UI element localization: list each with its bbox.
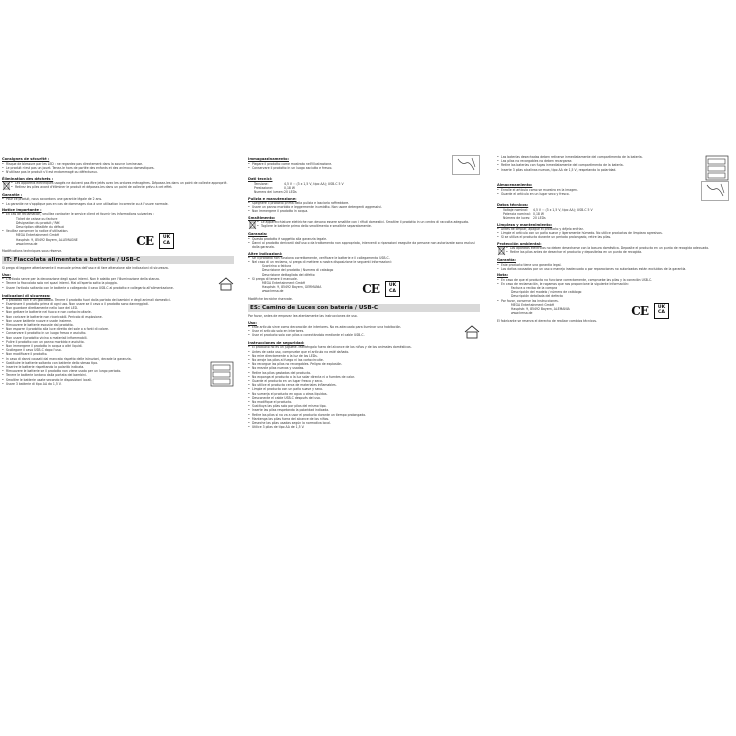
list-item: • Las baterías desechadas deben retirarse inmediatamente del compartimento de la batería.: [497, 155, 705, 159]
sub-item: Descrizione del prodotto / Numero di catalogo: [262, 268, 334, 273]
sub-item: Scontrino o fattura: [262, 264, 292, 269]
weee-bin-icon: [248, 220, 257, 230]
storage-block: [248, 155, 480, 175]
list-item: • Non esporre il prodotto alla luce diretta del sole o a fonti di calore.: [2, 327, 234, 331]
use-block: [248, 325, 480, 339]
list-item: • No mezcle pilas nuevas y usadas.: [248, 366, 480, 370]
list-item: • Non immergere il prodotto in acqua.: [248, 209, 480, 213]
ce-mark: CE: [362, 281, 379, 296]
list-item: • No recargue las pilas no recargables. Peligro de explosión.: [248, 362, 480, 366]
list-item: • En caso de que el producto no funcione correctamente, compruebe las pilas y la conexión USB-C.: [497, 278, 729, 282]
list-item: • Conservare il prodotto in un luogo fresco e asciutto.: [2, 331, 234, 335]
list-item: • Limpie el producto con un paño suave y seco.: [248, 387, 480, 391]
ce-mark: CE: [631, 303, 648, 318]
address-marks-row: [2, 233, 234, 249]
list-item: • No utilice el producto cerca de materiales inflamables.: [248, 383, 480, 387]
list-item: • Desconecte el cable USB-C después del uso.: [248, 396, 480, 400]
list-item: • Les appareils électriques usagés ne doivent pas être jetés avec les ordures ménagères. Déposez-les dans un point de collecte approprié.: [11, 181, 234, 185]
intro-spanish: Por favor, antes de empezar lea atentamente las instrucciones de uso.: [248, 314, 358, 319]
list-item: • Inserte las pilas respetando la polaridad indicada.: [248, 408, 480, 412]
list-item: • No mire directamente a la luz de los LEDs.: [248, 354, 480, 358]
list-item: • Usare l'articolo soltanto con le batterie o collegando il cavo USB-C al prodotto e collegarlo all'alimentazione.: [2, 286, 218, 290]
list-item: • L'articolo serve per la decorazione degli spazi interni. Non è adatto per l'illuminazione della stanza.: [2, 277, 218, 281]
list-item: • Los aparatos eléctricos no deben desecharse con la basura doméstica. Deposite el producto en un punto de recogida adecuado.: [506, 246, 729, 250]
list-item: • Danni al prodotto derivanti dall'uso o da trattamento non appropriato, interventi o riparazioni eseguite da persone non autorizzate sono esclusi dalla garanzia.: [248, 241, 480, 249]
spec-key: Potencia nominal:: [503, 211, 531, 216]
heading-note: Nota:: [497, 273, 509, 278]
sub-item: Factura o recibo de la compra: [511, 286, 558, 290]
list-item: • Smaltire le batterie usate secondo le disposizioni locali.: [2, 378, 210, 382]
list-item: • Usar el producto solo con pilas o conectándolo mediante el cable USB-C.: [248, 333, 464, 337]
heading-use: Uso:: [248, 320, 257, 325]
list-item: • Guarde el producto en un lugar fresco y seco.: [248, 379, 480, 383]
list-item: • Sostituire le batterie soltanto con batterie dello stesso tipo.: [2, 361, 210, 365]
list-item: • Scollegare il cavo USB-C dopo l'uso.: [2, 348, 234, 352]
list-item: • Non guardare direttamente nella luce del LED.: [2, 306, 234, 310]
sub-item: Description détaillée du défaut: [16, 225, 64, 229]
indoor-house-icon: [464, 325, 480, 339]
list-item: • Tenere la fiaccolata solo nei spazi interni. Mai all'aperto sotto la pioggia.: [2, 281, 218, 285]
battery-block: [2, 361, 234, 387]
weee-bin-icon: [497, 246, 506, 256]
list-item: • Spegnere il prodotto prima della pulizia e lasciarlo raffreddare.: [248, 201, 480, 205]
ukca-top: UK: [162, 235, 171, 241]
list-item: • Los daños causados por un uso o manejo inadecuado o por reparaciones no autorizadas están excluidos de la garantía.: [497, 267, 729, 271]
heading-storage: Immagazzinamento:: [248, 157, 290, 162]
list-item: • Mantenga las pilas fuera del alcance de los niños.: [248, 417, 480, 421]
heading-safety-spanish: Instrucciones de seguridad:: [248, 341, 305, 346]
spec-key: Numero dei lumen:: [254, 190, 284, 194]
list-item: • Inserte 3 pilas alcalinas nuevas, tipo AA de 1,5 V, respetando la polaridad.: [497, 168, 705, 172]
list-item: • Non gettare le batterie nel fuoco e non cortocircuitarle.: [2, 310, 234, 314]
spec-value: 4,5 V ⎓ (3 x 1,5 V, tipo AA); USB-C 5 V: [533, 207, 593, 212]
address-line: Hauptstr. 9, 85492 Bayern, GERMANIA: [262, 285, 322, 290]
heading-disposal: Élimination des déchets :: [2, 176, 54, 181]
list-item: • Por favor, conserve las instrucciones.: [497, 299, 729, 303]
list-item: • Non immergere il prodotto in acqua o altri liquidi.: [2, 344, 234, 348]
list-item: • Guarde el artículo en un lugar seco y fresco.: [497, 192, 701, 196]
list-item: • Le apparecchiature elettriche non devono essere smaltite con i rifiuti domestici. Smaltire il prodotto in un centro di raccolta adeguato.: [257, 220, 480, 224]
disposal-block: [497, 246, 729, 256]
sub-item: Descrizione dettagliata del difetto: [262, 272, 315, 277]
weee-bin-icon: [2, 181, 11, 191]
list-item: • No exponga el producto a la luz solar directa ni a fuentes de calor.: [248, 375, 480, 379]
list-item: • No sumerja el producto en agua u otros líquidos.: [248, 392, 480, 396]
spec-key: Voltaje nominal:: [503, 207, 528, 212]
disposal-block: [248, 220, 480, 230]
sub-item: Descripción detallada del defecto: [511, 294, 563, 299]
list-item: • Retire las pilas gastadas del producto.: [248, 371, 480, 375]
spec-key: Tensione:: [254, 181, 269, 186]
ukca-bottom: CA: [658, 310, 665, 316]
list-item: • Utilice 3 pilas de tipo AA de 1,5 V.: [248, 425, 480, 429]
heading-warranty: Garanzia:: [248, 232, 268, 237]
list-item: • Retire las baterías con fugas inmediatamente del compartimento de la batería.: [497, 163, 705, 167]
column-spanish: [497, 155, 729, 323]
column-french-italian: [2, 155, 234, 387]
list-item: • Si se utiliza el producto durante un periodo prolongado, retire las pilas.: [497, 235, 729, 239]
battery-compartment-icon: [210, 361, 234, 387]
list-item: • El producto no es un juguete. Manténgalo fuera del alcance de los niños y de los animales domésticos.: [248, 345, 480, 349]
indoor-house-icon: [218, 277, 234, 291]
list-item: • Deseche las pilas usadas según la normativa local.: [248, 421, 480, 425]
address-line: www.kmsa.de: [262, 289, 284, 294]
footer-note: El fabricante se reserva el derecho de realizar cambios técnicos.: [497, 318, 597, 323]
ukca-bottom: CA: [389, 288, 396, 294]
spec-value: 20 LEDs: [533, 216, 546, 220]
heading-warranty: Garantie :: [2, 193, 23, 198]
tech-note: Modifiche tecniche riservate.: [248, 296, 293, 301]
list-item: • Togliere le batterie prima dello smaltimento e smaltirle separatamente.: [257, 224, 480, 228]
list-item: • Non usare batterie nuove e usate insieme.: [2, 319, 234, 323]
list-item: • Non usare il prodotto vicino a materiali infiammabili.: [2, 336, 234, 340]
heading-data: Datos técnicos:: [497, 203, 529, 208]
intro-italian: Si prega di leggere attentamente il manuale prima dell'uso e di fare attenzione alle indicazioni di sicurezza.: [2, 266, 169, 271]
disposal-block: [2, 181, 234, 191]
section-title-italian: IT: Fiaccolata alimentata a batterie / USB-C: [2, 256, 234, 264]
address-line: www.kmsa.de: [16, 241, 38, 246]
address-marks-row: [248, 281, 480, 297]
list-item: • Non modificare il prodotto.: [2, 352, 234, 356]
folding-illustration-icon: [701, 181, 729, 201]
storage-block: [497, 181, 729, 201]
list-item: • Usare 3 batterie di tipo AA da 1,5 V.: [2, 382, 210, 386]
heading-safety-italian: Indicazioni di sicurezza:: [2, 293, 51, 298]
ukca-bottom: CA: [163, 241, 170, 246]
list-item: • Piegare il prodotto come mostrato nell'illustrazione.: [248, 162, 452, 166]
heading-care: Limpieza y mantenimiento:: [497, 222, 553, 227]
battery-compartment-icon: [705, 155, 729, 181]
battery-block: [497, 155, 729, 181]
address-line: Hauptstr. 9, 85492 Bayern, ALLEMAGNE: [16, 237, 78, 242]
list-item: • In caso di danni causati dal mancato rispetto delle istruzioni, decade la garanzia.: [2, 357, 234, 361]
heading-data: Dati tecnici:: [248, 177, 273, 182]
heading-environment: Protección ambiental:: [497, 241, 542, 246]
list-item: • Rimuovere le batterie se il prodotto non viene usato per un lungo periodo.: [2, 369, 210, 373]
heading-info: Altre indicazioni:: [248, 251, 283, 256]
ukca-mark: [385, 281, 400, 297]
list-item: • Usare un panno morbido e leggermente inumidito. Non usare detergenti aggressivi.: [248, 205, 480, 209]
address-line: Hauptstr. 9, 85492 Bayern, ALEMANIA: [511, 307, 570, 312]
list-item: • Retire las pilas antes de desechar el producto y deposítelas en un punto de recogida.: [506, 250, 729, 254]
heading-disposal: Smaltimento:: [248, 215, 276, 220]
spec-value: 20 LEDs: [284, 190, 297, 194]
address-marks-row: [497, 303, 729, 319]
ukca-top: UK: [657, 304, 666, 310]
ukca-mark: [654, 303, 669, 319]
list-item: • Non caricare le batterie non ricaricabili. Pericolo di esplosione.: [2, 315, 234, 319]
heading-use: Uso:: [2, 273, 11, 277]
address-line: www.kmsa.de: [511, 311, 533, 316]
list-item: • Le produit n'est pas un jouet. Tenez-le hors de portée des enfants et des animaux domestiques.: [2, 166, 234, 170]
folding-illustration-icon: [452, 155, 480, 175]
address-line: MEGA Entertainment GmbH: [511, 302, 555, 307]
sub-item: Ticket de caisse ou facture: [16, 216, 58, 221]
sub-item: Descripción del modelo / número de catálogo: [511, 290, 582, 295]
ukca-mark: [159, 233, 174, 249]
heading-notice: Notice importante :: [2, 208, 42, 213]
tech-note: Modifications techniques sous réserve.: [2, 249, 63, 254]
section-title-spanish: ES: Camino de Luces con batería / USB-C: [248, 304, 480, 312]
heading-care: Pulizia e manutenzione:: [248, 196, 297, 201]
list-item: • Enrolle el artículo como se muestra en la imagen.: [497, 188, 701, 192]
list-item: • Veuillez conserver la notice d'utilisation.: [2, 229, 234, 233]
list-item: • Nel caso di un reclamo, si prega di mettere a nostra disposizione le seguenti informazioni:: [248, 260, 480, 264]
spec-row: [248, 190, 480, 194]
heading-storage: Almacenamiento:: [497, 183, 533, 188]
address-line: MEGA Entertainment GmbH: [16, 233, 60, 238]
list-item: • Antes de cada uso, compruebe que el artículo no esté dañado.: [248, 350, 480, 354]
list-item: • Tenere le batterie lontano dalla portata dei bambini.: [2, 373, 210, 377]
list-item: • No modifique el producto.: [248, 400, 480, 404]
list-item: • Esaminare il prodotto prima di ogni uso. Non usare se il cavo o il prodotto sono danneggiati.: [2, 302, 234, 306]
spec-key: Prestazione:: [254, 185, 273, 190]
list-item: • Rimuovere le batterie esauste dal prodotto.: [2, 323, 234, 327]
ukca-top: UK: [388, 282, 397, 288]
spec-value: 0,18 W: [533, 211, 544, 216]
list-item: • Limpie el artículo con un paño suave y ligeramente húmedo. No utilice productos de limpieza agresivos.: [497, 231, 729, 235]
list-item: • Antes de limpiar, apague el producto y déjelo enfriar.: [497, 227, 729, 231]
list-item: • Risque de blessure par les LED : ne regardez pas directement dans la source lumineuse.: [2, 162, 234, 166]
ce-mark: CE: [136, 234, 153, 249]
list-item: • Questo prodotto è soggetto alla garanzia legale.: [248, 237, 480, 241]
list-item: • Inserire le batterie rispettando la polarità indicata.: [2, 365, 210, 369]
heading-safety: Consignes de sécurité :: [2, 157, 50, 162]
list-item: • Retire las pilas si no va a usar el producto durante un tiempo prolongado.: [248, 413, 480, 417]
list-item: • La garantie ne s'applique pas en cas de dommages dus à une utilisation incorrecte ou à l'usure normale.: [2, 202, 234, 206]
column-italian-spanish: [248, 155, 480, 429]
list-item: • N'utilisez pas le produit s'il est endommagé ou défectueux.: [2, 170, 234, 174]
sub-item: Désignation du produit / Réf.: [16, 220, 61, 225]
list-item: • En caso de reclamación, le rogamos que nos proporcione la siguiente información:: [497, 282, 729, 286]
list-item: • Il prodotto non è un giocattolo. Tenere il prodotto fuori dalla portata dei bambini e degli animali domestici.: [2, 298, 234, 302]
list-item: • No arroje las pilas al fuego ni las cortocircuite.: [248, 358, 480, 362]
spec-key: Número de luces:: [503, 216, 531, 220]
heading-warranty: Garantía:: [497, 258, 516, 263]
list-item: • Retirez les piles avant d'éliminer le produit et déposez-les dans un point de collecte prévu à cet effet.: [11, 185, 234, 189]
list-item: • Este artículo sirve como decoración de interiores. No es adecuado para iluminar una habitación.: [248, 325, 464, 329]
list-item: • Usar el artículo solo en interiores.: [248, 329, 464, 333]
list-item: • Sustituya las pilas solo por pilas del mismo tipo.: [248, 404, 480, 408]
list-item: • Se il prodotto non funziona correttamente, verificare le batterie e il collegamento USB-C.: [248, 256, 480, 260]
list-item: • Pour ce produit, nous accordons une garantie légale de 2 ans.: [2, 197, 234, 201]
spec-value: 4,5 V ⎓ (3 x 1,5 V, tipo AA); USB-C 5 V: [284, 181, 344, 186]
list-item: • Conservare il prodotto in un luogo asciutto e fresco.: [248, 166, 452, 170]
list-item: • Este producto tiene una garantía legal.: [497, 263, 729, 267]
list-item: • En cas de réclamation, veuillez contacter le service client et fournir les informations suivantes :: [2, 212, 234, 216]
list-item: • Si prega di tenere il manuale.: [248, 277, 480, 281]
list-item: • Pulire il prodotto con un panno morbido e asciutto.: [2, 340, 234, 344]
use-block: [2, 277, 234, 291]
spec-value: 0,18 W: [284, 185, 295, 190]
list-item: • Las pilas no recargables no deben recargarse.: [497, 159, 705, 163]
spec-row: [497, 216, 729, 220]
address-line: MEGA Entertainment GmbH: [262, 281, 306, 286]
